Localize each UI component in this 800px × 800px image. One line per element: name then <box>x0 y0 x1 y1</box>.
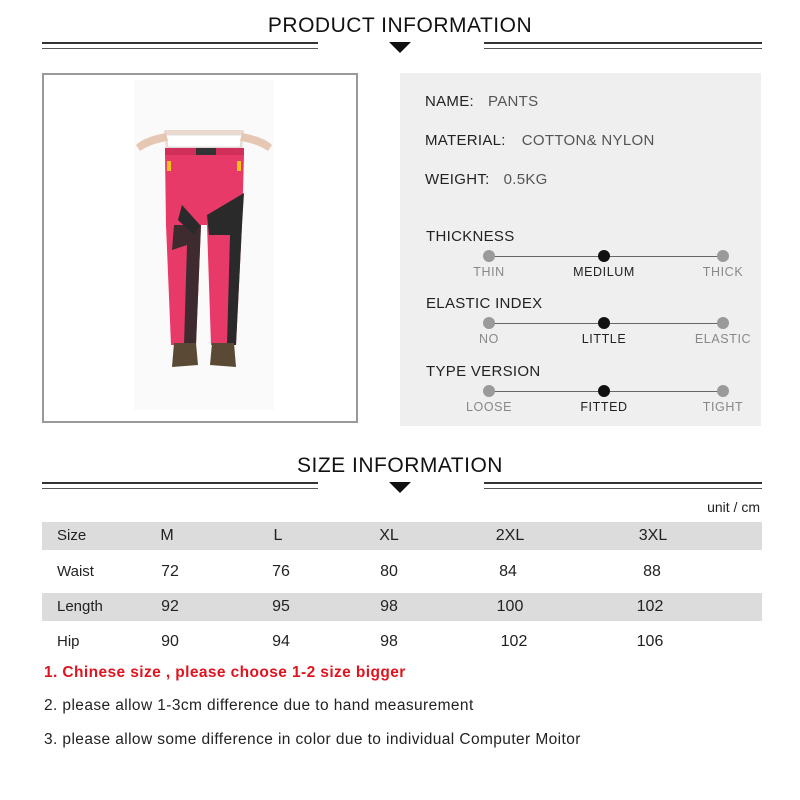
product-info-title: PRODUCT INFORMATION <box>267 14 533 37</box>
table-cell: 98 <box>380 633 398 650</box>
down-arrow-icon <box>389 482 411 493</box>
header-rule-right <box>484 42 762 44</box>
table-cell: 72 <box>161 563 179 580</box>
elastic-option-dot <box>483 317 495 329</box>
thickness-option-dot <box>717 250 729 262</box>
detail-material-value: COTTON& NYLON <box>521 132 655 149</box>
table-row <box>42 593 762 621</box>
table-cell: 102 <box>500 633 528 650</box>
thickness-title: THICKNESS <box>426 228 515 245</box>
header-rule-right-thin <box>484 48 762 49</box>
table-cell: 76 <box>272 563 290 580</box>
table-cell: 102 <box>636 598 664 615</box>
detail-weight-label: WEIGHT: <box>425 171 490 188</box>
row-label: Size <box>57 527 87 544</box>
table-cell: 94 <box>272 633 290 650</box>
table-cell: 106 <box>636 633 664 650</box>
detail-material-label: MATERIAL: <box>425 132 506 149</box>
thickness-option-label: THICK <box>702 265 744 279</box>
type-option-label: FITTED <box>580 400 628 414</box>
table-row <box>42 558 762 586</box>
table-cell: 88 <box>643 563 661 580</box>
size-info-title: SIZE INFORMATION <box>297 454 503 477</box>
type-version-title: TYPE VERSION <box>426 363 541 380</box>
size-rule-left <box>42 482 318 484</box>
type-option-label: TIGHT <box>702 400 744 414</box>
table-row <box>42 522 762 550</box>
table-cell: 98 <box>380 598 398 615</box>
header-rule-left-thin <box>42 48 318 49</box>
row-label: Waist <box>57 563 94 580</box>
table-cell: 80 <box>380 563 398 580</box>
table-cell: 90 <box>161 633 179 650</box>
size-rule-right-thin <box>484 488 762 489</box>
table-cell: 2XL <box>495 527 525 544</box>
note-color: 3. please allow some difference in color due to individual Computer Moitor <box>44 731 581 748</box>
type-option-label: LOOSE <box>465 400 513 414</box>
detail-weight-value: 0.5KG <box>503 171 548 188</box>
table-cell: M <box>160 527 174 544</box>
detail-name-label: NAME: <box>425 93 475 110</box>
header-rule-left <box>42 42 318 44</box>
detail-name-value: PANTS <box>488 93 539 110</box>
elastic-option-dot <box>598 317 610 329</box>
row-label: Length <box>57 598 103 615</box>
elastic-option-label: NO <box>479 332 499 346</box>
table-cell: L <box>273 527 283 544</box>
row-label: Hip <box>57 633 80 650</box>
elastic-option-label: LITTLE <box>581 332 627 346</box>
thickness-option-label: THIN <box>473 265 505 279</box>
elastic-option-label: ELASTIC <box>694 332 752 346</box>
thickness-option-dot <box>483 250 495 262</box>
detail-weight <box>425 171 548 188</box>
note-measurement: 2. please allow 1-3cm difference due to hand measurement <box>44 697 474 714</box>
down-arrow-icon <box>389 42 411 53</box>
table-cell: 84 <box>499 563 517 580</box>
size-rule-left-thin <box>42 488 318 489</box>
table-cell: 3XL <box>638 527 668 544</box>
elastic-option-dot <box>717 317 729 329</box>
thickness-option-label: MEDILUM <box>573 265 635 279</box>
product-photo <box>42 73 358 423</box>
product-details-panel <box>400 73 761 426</box>
unit-label: unit / cm <box>707 499 760 515</box>
detail-material <box>425 132 655 149</box>
table-cell: 100 <box>496 598 524 615</box>
pants-illustration <box>44 75 356 421</box>
elastic-index-title: ELASTIC INDEX <box>426 295 543 312</box>
type-option-dot <box>717 385 729 397</box>
type-option-dot <box>598 385 610 397</box>
table-row <box>42 628 762 656</box>
table-cell: 95 <box>272 598 290 615</box>
detail-name <box>425 93 538 110</box>
note-size-advice: 1. Chinese size , please choose 1-2 size bigger <box>44 664 406 681</box>
type-option-dot <box>483 385 495 397</box>
thickness-option-dot <box>598 250 610 262</box>
table-cell: XL <box>379 527 399 544</box>
table-cell: 92 <box>161 598 179 615</box>
size-rule-right <box>484 482 762 484</box>
